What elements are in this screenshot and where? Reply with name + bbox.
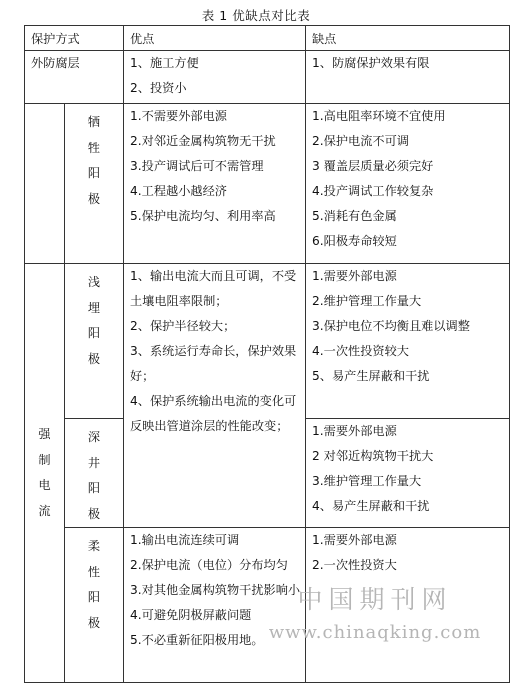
label-char: 阳 (87, 166, 101, 180)
sacrificial-anode-cons (306, 104, 510, 264)
header-method: 保护方式 (25, 26, 124, 51)
list-item: 3.保护电位不均衡且难以调整 (312, 319, 470, 333)
impressed-current-label (25, 264, 65, 683)
list-item: 5、易产生屏蔽和干扰 (312, 369, 430, 383)
header-row (25, 26, 510, 51)
list-item: 2、投资小 (130, 81, 187, 95)
label-char: 极 (87, 615, 101, 630)
label-char: 柔 (87, 539, 101, 553)
shallow-anode-label (65, 264, 124, 419)
list-item: 5.消耗有色金属 (312, 209, 397, 223)
list-item: 4、易产生屏蔽和干扰 (312, 499, 430, 513)
flexible-anode-pros (124, 528, 306, 683)
list-item: 6.阳极寿命较短 (312, 234, 397, 248)
label-char: 浅 (87, 275, 101, 289)
shallow-anode-cons (306, 264, 510, 419)
label-char: 阳 (87, 481, 101, 495)
flexible-anode-cons (306, 528, 510, 683)
watermark-title: 中国期刊网 (297, 585, 453, 614)
list-item: 1.高电阻率环境不宜使用 (312, 109, 446, 123)
row-impressed-flexible (25, 528, 510, 683)
label-char: 阳 (87, 326, 101, 340)
outer-coating-label-cell (25, 51, 124, 104)
list-item: 1.不需要外部电源 (130, 109, 227, 123)
flexible-anode-label (65, 528, 124, 683)
list-item: 2 对邻近构筑物干扰大 (312, 449, 434, 463)
list-item: 5.保护电流均匀、利用率高 (130, 209, 276, 223)
label-char: 电 (38, 478, 51, 492)
list-item: 1、防腐保护效果有限 (312, 56, 430, 70)
list-item: 2.一次性投资大 (312, 558, 397, 572)
label-char: 牲 (87, 140, 101, 155)
list-item: 2.维护管理工作量大 (312, 294, 422, 308)
label-char: 强 (38, 427, 51, 441)
list-item: 4.投产调试工作较复杂 (312, 184, 434, 198)
label-char: 阳 (87, 590, 101, 604)
list-item: 3、系统运行寿命长，保护效果好； (130, 344, 297, 383)
sacrificial-anode-label (65, 104, 124, 264)
list-item: 1、输出电流大而且可调，不受土壤电阻率限制； (130, 269, 297, 308)
list-item: 4.可避免阴极屏蔽问题 (130, 608, 252, 622)
row-outer-coating (25, 51, 510, 104)
table-caption: 表 1 优缺点对比表 (201, 8, 311, 23)
list-item: 1、施工方便 (130, 56, 199, 70)
label-char: 制 (38, 452, 51, 467)
label-char: 性 (87, 564, 101, 579)
list-item: 1.需要外部电源 (312, 424, 397, 438)
header-cons: 缺点 (306, 26, 510, 51)
list-item: 2.保护电流不可调 (312, 134, 409, 148)
row-impressed-shallow (25, 264, 510, 419)
deep-well-anode-cons (306, 419, 510, 528)
list-item: 3.维护管理工作量大 (312, 474, 422, 488)
comparison-table (24, 25, 510, 683)
sacrificial-anode-pros (124, 104, 306, 264)
label-char: 牺 (87, 115, 101, 129)
label-char: 极 (87, 191, 101, 206)
deep-well-anode-label (65, 419, 124, 528)
label-char: 极 (87, 506, 101, 521)
watermark-url: www.chinaqking.com (268, 622, 482, 643)
label-char: 埋 (87, 300, 101, 315)
list-item: 3 覆盖层质量必须完好 (312, 159, 434, 173)
list-item: 5.不必重新征阳极用地。 (130, 633, 264, 647)
outer-coating-cons (306, 51, 510, 104)
list-item: 4.工程越小越经济 (130, 184, 227, 198)
sacrificial-blank-cell (25, 104, 65, 264)
row-sacrificial-anode (25, 104, 510, 264)
label-char: 流 (38, 503, 51, 518)
impressed-current-shared-pros (124, 264, 306, 528)
list-item: 2、保护半径较大； (130, 319, 236, 333)
list-item: 2.保护电流（电位）分布均匀 (130, 558, 288, 572)
list-item: 3.对其他金属构筑物干扰影响小 (130, 583, 301, 597)
label-char: 深 (87, 430, 101, 444)
list-item: 3.投产调试后可不需管理 (130, 159, 264, 173)
header-pros: 优点 (124, 26, 306, 51)
list-item: 1.需要外部电源 (312, 269, 397, 283)
list-item: 1.需要外部电源 (312, 533, 397, 547)
list-item: 4、保护系统输出电流的变化可反映出管道涂层的性能改变； (130, 394, 297, 433)
outer-coating-label: 外防腐层 (31, 56, 80, 70)
list-item: 1.输出电流连续可调 (130, 533, 240, 547)
list-item: 2.对邻近金属构筑物无干扰 (130, 134, 276, 148)
label-char: 井 (87, 455, 101, 470)
label-char: 极 (87, 351, 101, 366)
outer-coating-pros (124, 51, 306, 104)
list-item: 4.一次性投资较大 (312, 344, 409, 358)
